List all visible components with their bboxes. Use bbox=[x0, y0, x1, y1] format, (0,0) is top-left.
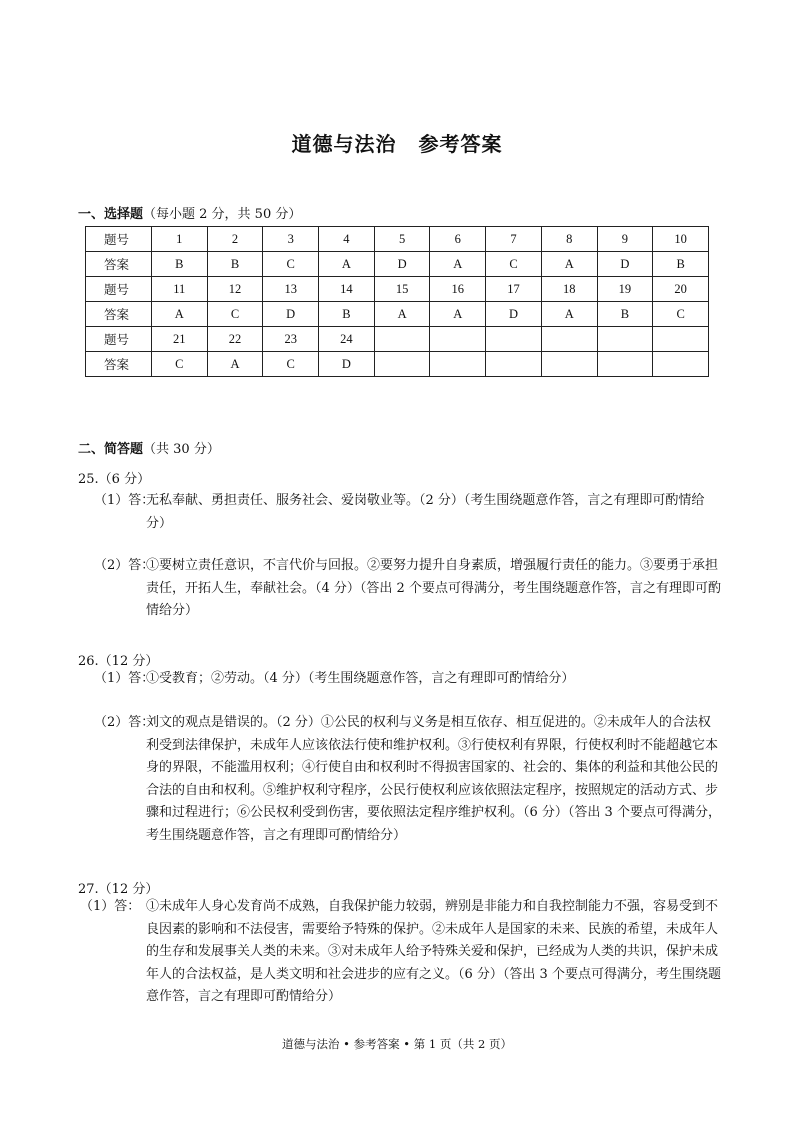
row-label: 答案 bbox=[86, 302, 152, 327]
q25-answer-1 bbox=[94, 490, 722, 535]
table-cell: 9 bbox=[597, 227, 653, 252]
row-label: 题号 bbox=[86, 327, 152, 352]
table-cell bbox=[597, 327, 653, 352]
table-cell: 23 bbox=[263, 327, 319, 352]
table-cell: 1 bbox=[151, 227, 207, 252]
table-cell: C bbox=[653, 302, 709, 327]
table-cell: 7 bbox=[486, 227, 542, 252]
table-cell bbox=[374, 327, 430, 352]
answer-text: 无私奉献、勇担责任、服务社会、爱岗敬业等。（2 分）（考生围绕题意作答，言之有理即可酌情给分） bbox=[146, 493, 705, 531]
table-cell: A bbox=[374, 302, 430, 327]
table-cell: 5 bbox=[374, 227, 430, 252]
table-cell: D bbox=[263, 302, 319, 327]
table-row bbox=[86, 327, 709, 352]
table-cell bbox=[653, 327, 709, 352]
table-cell: 2 bbox=[207, 227, 263, 252]
table-cell bbox=[374, 352, 430, 377]
table-cell: A bbox=[541, 302, 597, 327]
table-cell: B bbox=[319, 302, 375, 327]
table-cell: C bbox=[486, 252, 542, 277]
answer-label: （1）答： bbox=[94, 671, 155, 686]
table-cell bbox=[541, 327, 597, 352]
table-cell: D bbox=[374, 252, 430, 277]
answer-label: （2）答： bbox=[94, 558, 155, 573]
q27-answer-1 bbox=[80, 896, 722, 1009]
table-cell: 19 bbox=[597, 277, 653, 302]
question-27-heading: 27.（12 分） bbox=[78, 882, 159, 897]
q26-answer-2 bbox=[94, 712, 722, 847]
table-cell: A bbox=[430, 252, 486, 277]
table-cell: A bbox=[207, 352, 263, 377]
title-subject: 道德与法治 bbox=[291, 132, 397, 156]
row-label: 答案 bbox=[86, 252, 152, 277]
table-cell bbox=[430, 327, 486, 352]
table-cell: 22 bbox=[207, 327, 263, 352]
table-cell: A bbox=[151, 302, 207, 327]
table-cell: B bbox=[151, 252, 207, 277]
section-note: （共 30 分） bbox=[143, 442, 220, 457]
section-title: 一、选择题 bbox=[78, 207, 144, 222]
table-cell: 10 bbox=[653, 227, 709, 252]
section-short-answer-heading bbox=[78, 441, 220, 459]
table-cell bbox=[486, 327, 542, 352]
table-cell: B bbox=[597, 302, 653, 327]
table-cell: 18 bbox=[541, 277, 597, 302]
table-cell: 6 bbox=[430, 227, 486, 252]
table-cell: 16 bbox=[430, 277, 486, 302]
table-row bbox=[86, 277, 709, 302]
table-cell: C bbox=[207, 302, 263, 327]
table-cell: 24 bbox=[319, 327, 375, 352]
table-cell: 17 bbox=[486, 277, 542, 302]
table-cell: 21 bbox=[151, 327, 207, 352]
table-row bbox=[86, 302, 709, 327]
section-multiple-choice-heading bbox=[78, 206, 301, 224]
table-cell: A bbox=[430, 302, 486, 327]
title-answer-key: 参考答案 bbox=[418, 132, 503, 156]
table-row bbox=[86, 352, 709, 377]
table-cell bbox=[653, 352, 709, 377]
table-row bbox=[86, 227, 709, 252]
table-cell: 13 bbox=[263, 277, 319, 302]
table-cell: D bbox=[597, 252, 653, 277]
table-cell: D bbox=[319, 352, 375, 377]
row-label: 题号 bbox=[86, 277, 152, 302]
table-cell: D bbox=[486, 302, 542, 327]
table-cell: B bbox=[653, 252, 709, 277]
table-cell: A bbox=[319, 252, 375, 277]
q25-answer-2 bbox=[94, 555, 722, 623]
choice-answer-table bbox=[85, 226, 709, 377]
page-title bbox=[0, 128, 794, 157]
row-label: 答案 bbox=[86, 352, 152, 377]
table-cell bbox=[486, 352, 542, 377]
answer-text: ①要树立责任意识，不言代价与回报。②要努力提升自身素质，增强履行责任的能力。③要勇于承担责任，开拓人生，奉献社会。（4 分）（答出 2 个要点可得满分，考生围绕题意作答，言之有理即可酌情给分） bbox=[146, 558, 721, 618]
question-26-heading: 26.（12 分） bbox=[78, 654, 159, 669]
table-cell: 3 bbox=[263, 227, 319, 252]
table-cell: 12 bbox=[207, 277, 263, 302]
table-cell bbox=[597, 352, 653, 377]
row-label: 题号 bbox=[86, 227, 152, 252]
answer-text: ①未成年人身心发育尚不成熟，自我保护能力较弱，辨别是非能力和自我控制能力不强，容易受到不良因素的影响和不法侵害，需要给予特殊的保护。②未成年人是国家的未来、民族的希望，未成年人的生存和发展事关人类的未来。③对未成年人给予特殊关爱和保护，已经成为人类的共识，保护未成年人的合法权益，是人类文明和社会进步的应有之义。（6 分）（答出 3 个要点可得满分，考生围绕题意作答，言之有理即可酌情给分） bbox=[146, 899, 721, 1004]
table-cell: 20 bbox=[653, 277, 709, 302]
answer-label: （1）答： bbox=[80, 899, 141, 914]
table-cell: B bbox=[207, 252, 263, 277]
table-cell bbox=[430, 352, 486, 377]
section-note: （每小题 2 分，共 50 分） bbox=[143, 207, 302, 222]
question-25-heading: 25.（6 分） bbox=[78, 472, 151, 487]
table-cell: 4 bbox=[319, 227, 375, 252]
table-cell: C bbox=[263, 352, 319, 377]
answer-text: 刘文的观点是错误的。（2 分）①公民的权利与义务是相互依存、相互促进的。②未成年人的合法权利受到法律保护，未成年人应该依法行使和维护权利。③行使权利有界限，行使权利时不能超越它本身的界限，不能滥用权利；④行使自由和权利时不得损害国家的、社会的、集体的利益和其他公民的合法的自由和权利。⑤维护权利守程序，公民行使权利应该依照法定程序，按照规定的活动方式、步骤和过程进行；⑥公民权利受到伤害，要依照法定程序维护权利。（6 分）（答出 3 个要点可得满分，考生围绕题意作答，言之有理即可酌情给分） bbox=[146, 715, 721, 843]
answer-label: （1）答： bbox=[94, 493, 155, 508]
page-footer: 道德与法治 • 参考答案 • 第 1 页（共 2 页） bbox=[282, 1037, 512, 1051]
table-cell: C bbox=[151, 352, 207, 377]
table-cell: 14 bbox=[319, 277, 375, 302]
table-cell: A bbox=[541, 252, 597, 277]
q26-answer-1 bbox=[94, 668, 722, 691]
table-cell: C bbox=[263, 252, 319, 277]
table-row bbox=[86, 252, 709, 277]
answer-text: ①受教育；②劳动。（4 分）（考生围绕题意作答，言之有理即可酌情给分） bbox=[146, 671, 575, 686]
table-cell bbox=[541, 352, 597, 377]
section-title: 二、简答题 bbox=[78, 442, 144, 457]
table-cell: 8 bbox=[541, 227, 597, 252]
table-cell: 11 bbox=[151, 277, 207, 302]
table-cell: 15 bbox=[374, 277, 430, 302]
answer-label: （2）答： bbox=[94, 715, 155, 730]
